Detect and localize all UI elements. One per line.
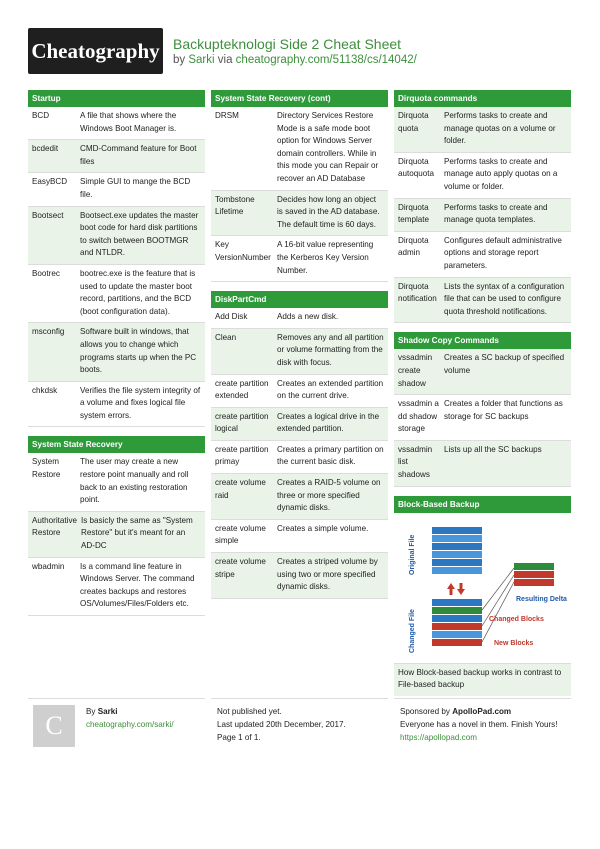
up-down-arrows-icon (447, 583, 465, 595)
table-row (394, 232, 571, 278)
sheet-url-link[interactable]: cheatography.com/51138/cs/14042/ (235, 54, 417, 66)
last-updated: Last updated 20th December, 2017. (217, 720, 346, 729)
term: Key VersionNumber (215, 240, 271, 262)
term: Clean (215, 332, 237, 342)
table-row (211, 236, 388, 282)
definition: Is a command line feature in Windows Server. The command creates backups and restores OS/Volumes/Files/Folders etc. (80, 561, 195, 609)
table-row (211, 191, 388, 237)
term: DRSM (215, 111, 239, 120)
column-3 (394, 90, 571, 705)
table-row (211, 553, 388, 599)
definition: Is basicly the same as "System Restore" but it's meant for an AD-DC (81, 515, 193, 551)
term: create volume simple (215, 523, 266, 546)
term: System Restore (32, 457, 61, 480)
byline-by: by (173, 54, 186, 66)
published-status: Not published yet. (217, 707, 282, 716)
definition: Lists up all the SC backups (444, 444, 542, 454)
definition: Lists the syntax of a configuration file that can be used to configure quota threshold notifications. (444, 281, 565, 316)
definition: Creates a simple volume. (277, 523, 369, 533)
term: Bootrec (32, 268, 60, 278)
by-label: By (86, 707, 96, 716)
section-shadow-copy-commands (394, 332, 571, 486)
block-backup-illustration (394, 513, 571, 663)
definition: Creates a SC backup of specified volume (444, 353, 565, 375)
table-row (28, 512, 205, 558)
original-file-label: Original File (409, 534, 416, 575)
footer-divider (211, 698, 388, 699)
term: vssadmin create shadow (398, 353, 433, 388)
table-row (211, 329, 388, 375)
section-title: Startup (28, 90, 205, 107)
term: wbadmin (32, 561, 65, 571)
definition: Creates a folder that functions as storage for SC backups (444, 399, 563, 421)
section-title: System State Recovery (28, 436, 205, 453)
table-row (394, 199, 571, 232)
term: Dirquota quota (398, 111, 429, 133)
definition: Removes any and all partition or volume formatting from the disk with focus. (277, 332, 384, 367)
page-title: Backupteknologi Side 2 Cheat Sheet (173, 36, 402, 52)
term: create partition extended (215, 378, 269, 401)
table-row (28, 558, 205, 616)
term: create partition logical (215, 411, 269, 434)
definition: Software built in windows, that allows you to change which programs starts up when the PC boots. (80, 327, 197, 375)
author-name[interactable]: Sarki (97, 707, 118, 716)
term: vssadmin add shadowstorage (398, 399, 439, 434)
term: EasyBCD (32, 177, 68, 187)
new-blocks-label: New Blocks (494, 639, 534, 647)
table-row (28, 207, 205, 265)
definition: Creates a primary partition on the current basic disk. (277, 444, 384, 467)
section-diskpartcmd (211, 291, 388, 599)
avatar: C (33, 705, 75, 747)
section-title: System State Recovery (cont) (211, 90, 388, 107)
definition: Bootsect.exe updates the master boot code for hard disk partitions to switch between BOOTMGR and NTLDR. (80, 210, 199, 258)
changed-file-label: Changed File (409, 608, 416, 653)
term: BCD (32, 111, 50, 120)
diagram-caption: How Block-based backup works in contrast to File-based backup (394, 664, 571, 696)
table-row (28, 453, 205, 511)
resulting-delta-label: Resulting Delta (516, 595, 567, 603)
section-system-state-recovery (28, 436, 205, 616)
term: Authoritative Restore (32, 515, 77, 538)
original-file-stack (432, 527, 482, 574)
changed-blocks-label: Changed Blocks (489, 615, 544, 623)
footer-meta (217, 705, 387, 744)
definition: A 16-bit value representing the Kerberos Key Version Number. (277, 240, 374, 275)
table-row (211, 408, 388, 441)
definition: Verifies the file system integrity of a volume and fixes logical file system errors. (80, 385, 201, 420)
footer-sponsor (400, 705, 577, 744)
definition: Creates a logical drive in the extended partition. (277, 411, 380, 434)
table-row (394, 153, 571, 199)
page-number: Page 1 of 1. (217, 733, 261, 742)
table-row (28, 140, 205, 173)
table-row (28, 173, 205, 206)
definition: Creates a striped volume by using two or more specified dynamic disks. (277, 557, 378, 592)
term: vssadmin list shadows (398, 444, 433, 480)
term: msconfig (32, 327, 65, 337)
term: Add Disk (215, 312, 248, 322)
term: chkdsk (32, 385, 58, 395)
definition: Performs tasks to create and manage quota templates. (444, 202, 548, 225)
definition: Performs tasks to create and manage quotas on a volume or folder. (444, 111, 556, 146)
section-title: DiskPartCmd (211, 291, 388, 308)
table-row (28, 107, 205, 140)
table-row (211, 308, 388, 329)
definition: CMD-Command feature for Boot files (80, 144, 197, 166)
page-header (28, 28, 576, 74)
definition: Performs tasks to create and manage auto apply quotas on a volume or folder. (444, 156, 558, 191)
sponsor-link[interactable]: https://apollopad.com (400, 733, 477, 742)
table-row (211, 441, 388, 474)
table-row (394, 441, 571, 487)
table-row (211, 375, 388, 408)
table-row (28, 323, 205, 381)
changed-file-stack (432, 599, 482, 646)
author-profile-link[interactable]: cheatography.com/sarki/ (86, 720, 174, 729)
sponsor-name[interactable]: ApolloPad.com (452, 707, 512, 716)
section-dirquota-commands (394, 90, 571, 323)
table-row (394, 107, 571, 153)
definition: Directory Services Restore Mode is a safe mode boot option for Windows Server domain controllers. While in this mode you can Repair or recover an AD Database (277, 111, 379, 183)
definition: Configures default administrative options and storage report parameters. (444, 235, 562, 270)
section-system-state-recovery-cont (211, 90, 388, 282)
term: bcdedit (32, 144, 59, 154)
term: Dirquota admin (398, 235, 429, 258)
term: create volume stripe (215, 557, 266, 579)
section-title: Shadow Copy Commands (394, 332, 571, 349)
term: Bootsect (32, 210, 64, 220)
table-row (394, 349, 571, 395)
definition: Simple GUI to mange the BCD file. (80, 177, 191, 199)
table-row (394, 395, 571, 441)
byline-via: via (217, 54, 233, 66)
definition: Creates an extended partition on the current drive. (277, 378, 384, 401)
resulting-delta-stack (514, 563, 554, 586)
term: Dirquota template (398, 202, 430, 225)
sponsor-tagline: Everyone has a novel in them. Finish Yours! (400, 720, 558, 729)
section-title: Block-Based Backup (394, 496, 571, 513)
definition: The user may create a new restore point manually and roll back to an existing restoration point. (80, 457, 189, 505)
footer-divider (28, 698, 205, 699)
table-row (211, 474, 388, 520)
sponsored-by-label: Sponsored by (400, 707, 450, 716)
definition: Creates a RAID-5 volume on three or more specified dynamic disks. (277, 478, 381, 513)
section-title: Dirquota commands (394, 90, 571, 107)
term: create partition primay (215, 444, 269, 467)
cheatography-logo[interactable]: Cheatography (28, 28, 163, 74)
section-block-based-backup (394, 496, 571, 696)
table-row (28, 265, 205, 323)
table-row (211, 107, 388, 191)
footer-divider (394, 698, 571, 699)
definition: Decides how long an object is saved in the AD database. The default time is 60 days. (277, 194, 380, 229)
column-1 (28, 90, 205, 625)
author-info (86, 705, 174, 731)
byline (173, 54, 417, 66)
term: Dirquota autoquota (398, 156, 435, 179)
column-2 (211, 90, 388, 608)
term: Dirquota notification (398, 281, 437, 304)
table-row (28, 382, 205, 428)
definition: bootrec.exe is the feature that is used to update the master boot record, partitions, and the BCD (boot configuration data). (80, 268, 196, 316)
term: Tombstone Lifetime (215, 194, 255, 217)
table-row (211, 520, 388, 553)
section-startup (28, 90, 205, 427)
table-row (394, 278, 571, 324)
definition: Adds a new disk. (277, 312, 339, 322)
block-backup-diagram (394, 513, 571, 664)
author-link[interactable]: Sarki (188, 54, 215, 66)
definition: A file that shows where the Windows Boot Manager is. (80, 111, 177, 133)
term: create volume raid (215, 478, 266, 500)
